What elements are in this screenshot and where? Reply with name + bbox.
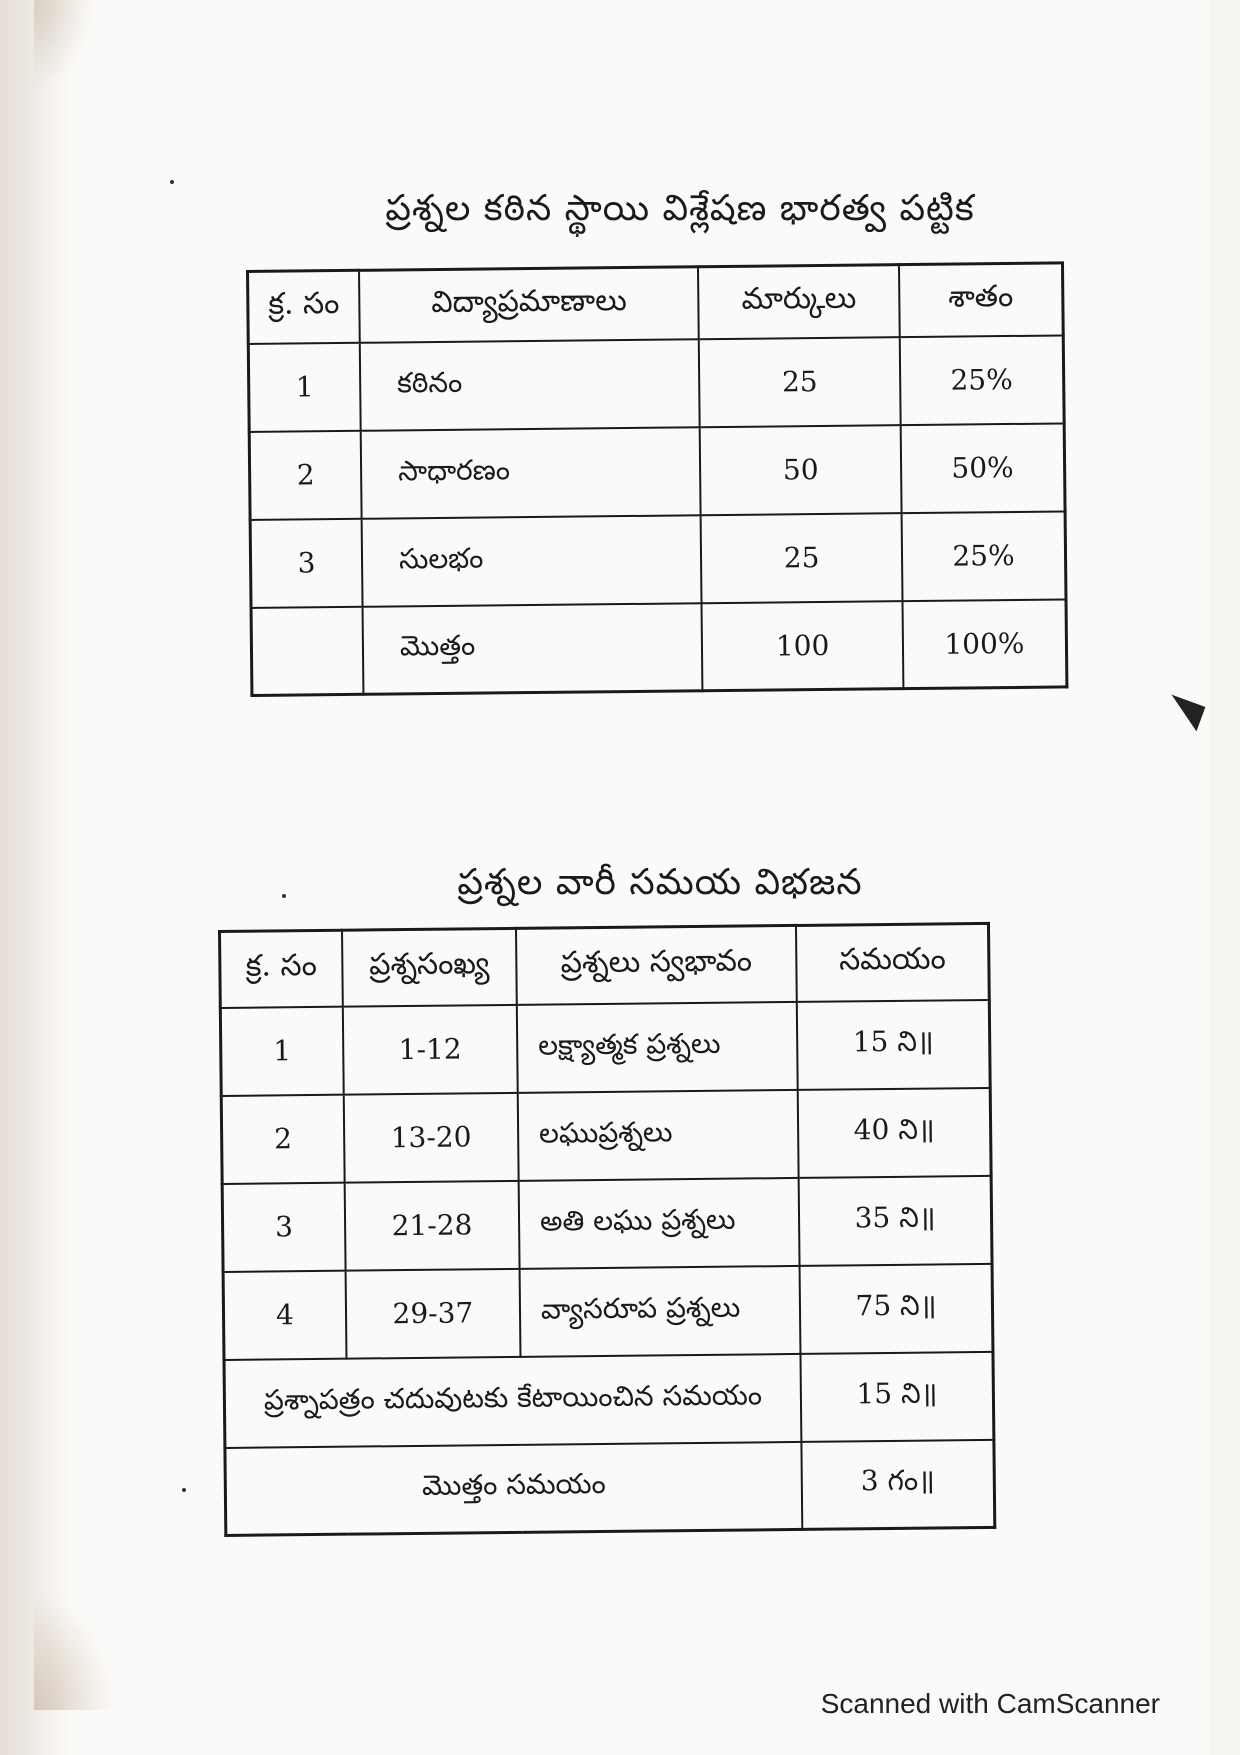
percent-cell: 25% xyxy=(900,335,1065,425)
question-type-cell: లక్ష్యాత్మక ప్రశ్నలు xyxy=(517,1001,798,1092)
scan-speck xyxy=(182,1488,186,1492)
question-range-cell: 1-12 xyxy=(343,1004,518,1094)
time-cell: 35 ని॥ xyxy=(799,1175,992,1265)
header-serial: క్ర. సం xyxy=(248,270,360,343)
time-cell: 40 ని॥ xyxy=(798,1087,991,1177)
standard-cell: కఠినం xyxy=(360,339,700,431)
standard-cell: సులభం xyxy=(362,515,702,607)
total-time-value: 3 గం॥ xyxy=(801,1439,994,1529)
header-question-numbers: ప్రశ్నసంఖ్య xyxy=(342,928,517,1006)
question-type-cell: అతి లఘు ప్రశ్నలు xyxy=(519,1177,800,1268)
table-row xyxy=(250,511,1066,608)
header-percent: శాతం xyxy=(899,263,1063,337)
time-cell: 75 ని॥ xyxy=(800,1263,993,1353)
reading-time-value: 15 ని॥ xyxy=(801,1351,994,1441)
serial-cell: 1 xyxy=(248,342,360,431)
total-time-label: మొత్తం సమయం xyxy=(225,1441,802,1535)
difficulty-weightage-table xyxy=(246,261,1068,697)
question-type-cell: వ్యాసరూప ప్రశ్నలు xyxy=(519,1265,800,1356)
serial-cell: 3 xyxy=(250,518,362,607)
header-time: సమయం xyxy=(796,923,989,1001)
scan-speck xyxy=(170,180,174,184)
serial-cell xyxy=(251,606,363,695)
total-percent-cell: 100% xyxy=(902,599,1067,689)
time-allocation-table xyxy=(218,922,996,1537)
table-header-row xyxy=(220,923,990,1007)
table-row xyxy=(222,1175,992,1271)
header-serial: క్ర. సం xyxy=(220,930,343,1007)
camscanner-watermark: Scanned with CamScanner xyxy=(820,1688,1160,1719)
percent-cell: 50% xyxy=(901,423,1066,513)
table-row xyxy=(249,423,1065,520)
table-row xyxy=(223,1263,993,1359)
total-label-cell: మొత్తం xyxy=(363,603,703,695)
time-allocation-title: ప్రశ్నల వారీ సమయ విభజన xyxy=(457,862,863,903)
marks-cell: 25 xyxy=(701,513,902,603)
header-question-type: ప్రశ్నలు స్వభావం xyxy=(516,925,797,1004)
reading-time-row xyxy=(224,1351,994,1447)
table-row xyxy=(221,1087,991,1183)
corner-stain-top xyxy=(34,0,94,90)
percent-cell: 25% xyxy=(901,511,1066,601)
difficulty-table-title: ప్రశ్నల కఠిన స్థాయి విశ్లేషణ భారత్వ పట్టిక xyxy=(385,188,975,229)
header-marks: మార్కులు xyxy=(698,265,899,339)
question-range-cell: 13-20 xyxy=(344,1092,519,1182)
table-total-row xyxy=(251,599,1067,696)
table-header-row xyxy=(248,263,1064,344)
serial-cell: 4 xyxy=(223,1270,346,1359)
serial-cell: 2 xyxy=(249,430,361,519)
marks-cell: 50 xyxy=(700,425,901,515)
serial-cell: 2 xyxy=(221,1094,344,1183)
total-marks-cell: 100 xyxy=(702,601,903,691)
serial-cell: 1 xyxy=(220,1006,343,1095)
time-cell: 15 ని॥ xyxy=(797,999,990,1089)
total-time-row xyxy=(225,1439,995,1535)
question-type-cell: లఘుప్రశ్నలు xyxy=(518,1089,799,1180)
marks-cell: 25 xyxy=(699,337,900,427)
serial-cell: 3 xyxy=(222,1182,345,1271)
standard-cell: సాధారణం xyxy=(361,427,701,519)
question-range-cell: 29-37 xyxy=(345,1268,520,1358)
table-row xyxy=(220,999,990,1095)
corner-stain-bottom xyxy=(34,1590,114,1710)
question-range-cell: 21-28 xyxy=(345,1180,520,1270)
header-standards: విద్యాప్రమాణాలు xyxy=(359,267,699,343)
table-row xyxy=(248,335,1064,432)
reading-time-label: ప్రశ్నాపత్రం చదువుటకు కేటాయించిన సమయం xyxy=(224,1353,801,1447)
